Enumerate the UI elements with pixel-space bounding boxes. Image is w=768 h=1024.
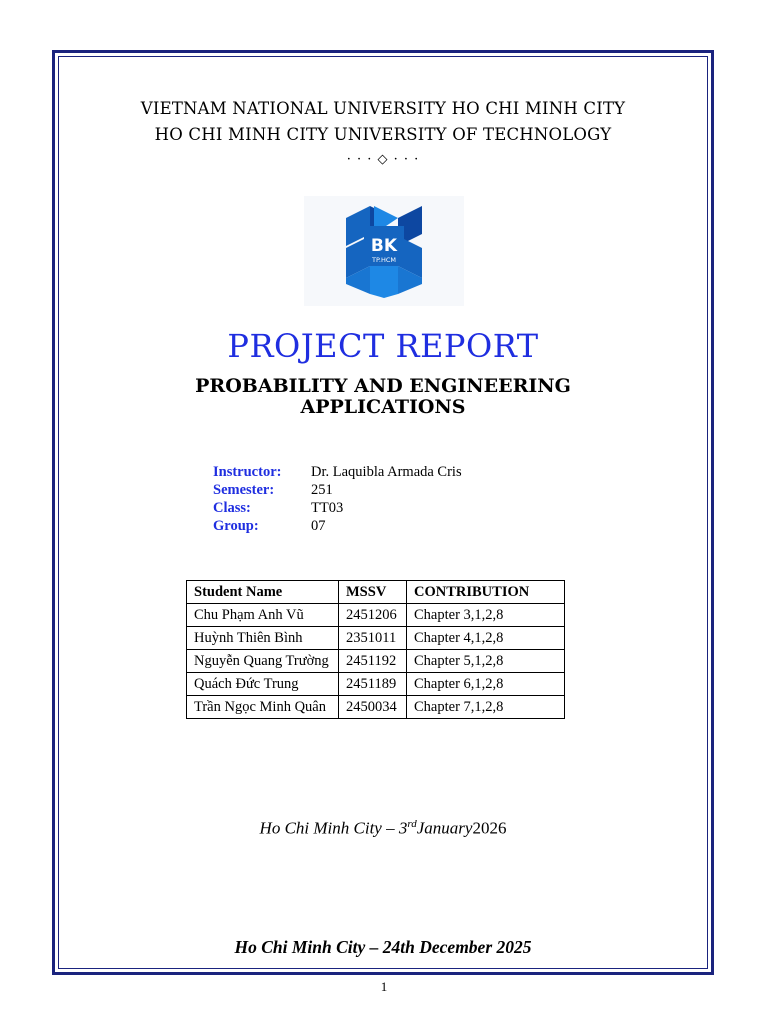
place-date: [58, 818, 708, 839]
semester-value: 251: [311, 482, 333, 498]
student-mssv: 2351011: [339, 627, 407, 650]
student-contribution: Chapter 5,1,2,8: [407, 650, 565, 673]
class-value: TT03: [311, 500, 344, 516]
student-contribution: Chapter 6,1,2,8: [407, 673, 565, 696]
university-name: VIETNAM NATIONAL UNIVERSITY HO CHI MINH CITY: [140, 99, 626, 118]
university-logo: [304, 196, 464, 306]
instructor-label: Instructor:: [213, 464, 282, 480]
table-row: [187, 650, 565, 673]
page-number: 1: [380, 979, 388, 994]
student-name: Chu Phạm Anh Vũ: [187, 604, 339, 627]
semester-label: Semester:: [213, 482, 275, 498]
footer-date: Ho Chi Minh City – 24th December 2025: [234, 937, 532, 957]
student-name: Quách Đức Trung: [187, 673, 339, 696]
group-row: [213, 517, 462, 535]
place-date-superscript: rd: [407, 818, 417, 830]
table-row: [187, 604, 565, 627]
student-table: [186, 580, 565, 719]
place-date-year: 2026: [472, 818, 507, 838]
table-row: [187, 627, 565, 650]
student-contribution: Chapter 7,1,2,8: [407, 696, 565, 719]
student-name: Nguyễn Quang Trường: [187, 650, 339, 673]
class-row: [213, 499, 462, 517]
header-mssv: MSSV: [339, 581, 407, 604]
student-name: Huỳnh Thiên Bình: [187, 627, 339, 650]
instructor-row: [213, 463, 462, 481]
semester-row: [213, 481, 462, 499]
place-date-month: January: [416, 818, 473, 838]
student-mssv: 2451206: [339, 604, 407, 627]
student-name: Trần Ngọc Minh Quân: [187, 696, 339, 719]
header-contribution: CONTRIBUTION: [407, 581, 565, 604]
class-label: Class:: [213, 500, 251, 516]
group-value: 07: [311, 518, 326, 534]
ornament-divider: · · · ◇ · · ·: [346, 152, 420, 167]
student-mssv: 2451189: [339, 673, 407, 696]
student-mssv: 2450034: [339, 696, 407, 719]
instructor-value: Dr. Laquibla Armada Cris: [311, 464, 462, 480]
place-date-prefix: Ho Chi Minh City – 3: [259, 818, 408, 838]
table-header-row: [187, 581, 565, 604]
bk-logo-icon: [304, 196, 464, 306]
report-subtitle: PROBABILITY AND ENGINEERING APPLICATIONS: [195, 375, 571, 418]
logo-text-bk: BK: [370, 236, 398, 256]
course-info: [213, 463, 462, 535]
header-student-name: Student Name: [187, 581, 339, 604]
group-label: Group:: [213, 518, 259, 534]
logo-text-tphcm: TP.HCM: [372, 256, 396, 264]
table-row: [187, 673, 565, 696]
faculty-name: HO CHI MINH CITY UNIVERSITY OF TECHNOLOGY: [154, 125, 612, 144]
report-title: PROJECT REPORT: [227, 327, 539, 365]
student-mssv: 2451192: [339, 650, 407, 673]
table-row: [187, 696, 565, 719]
student-contribution: Chapter 3,1,2,8: [407, 604, 565, 627]
student-contribution: Chapter 4,1,2,8: [407, 627, 565, 650]
